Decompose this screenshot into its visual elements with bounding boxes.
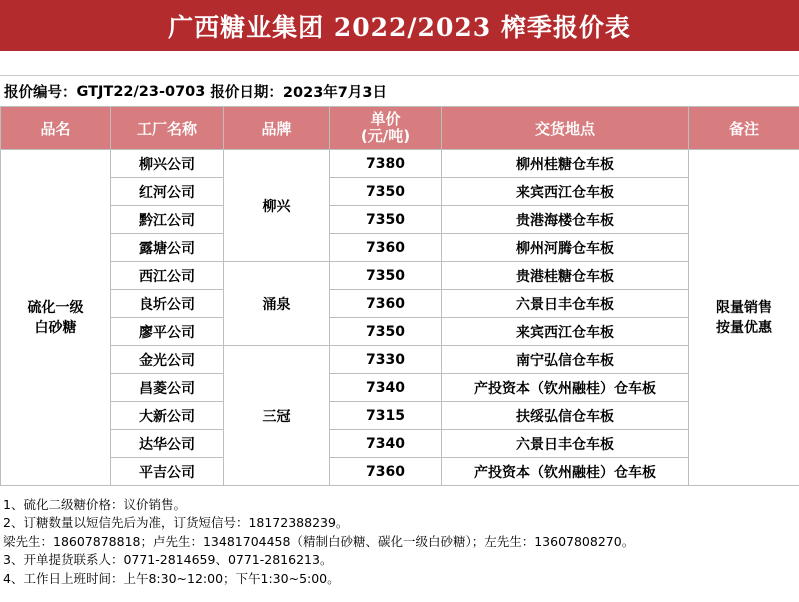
- quote-meta: [0, 77, 799, 106]
- table-row: [1, 374, 799, 402]
- price-cell: 7340: [330, 430, 442, 458]
- col-header-brand: 品牌: [224, 107, 330, 150]
- brand-cell: 三冠: [224, 346, 330, 486]
- price-cell: 7330: [330, 346, 442, 374]
- col-header-delivery: 交货地点: [442, 107, 689, 150]
- product-line2: 白砂糖: [34, 319, 77, 336]
- factory-cell: 达华公司: [111, 430, 224, 458]
- note-line: 梁先生：18607878818；卢先生：13481704458（精制白砂糖、碳化一级白砂糖）；左先生：13607808270。: [3, 533, 635, 549]
- price-cell: 7350: [330, 206, 442, 234]
- product-line1: 硫化一级: [27, 299, 84, 316]
- blank-row: [0, 51, 799, 76]
- price-cell: 7350: [330, 178, 442, 206]
- delivery-cell: 六景日丰仓车板: [442, 290, 689, 318]
- col-header-remark: 备注: [689, 107, 799, 150]
- table-row: [1, 234, 799, 262]
- quote-date: 2023年7月3日: [282, 85, 387, 101]
- factory-cell: 柳兴公司: [111, 150, 224, 178]
- delivery-cell: 来宾西江仓车板: [442, 318, 689, 346]
- delivery-cell: 产投资本（钦州融桂）仓车板: [442, 374, 689, 402]
- quote-no-label: 报价编号：: [4, 85, 77, 101]
- price-table: [0, 106, 799, 486]
- notes-section: [0, 496, 799, 602]
- sheet-title: 广西糖业集团 2022/2023 榨季报价表: [0, 0, 799, 51]
- table-row: [1, 206, 799, 234]
- factory-cell: 露塘公司: [111, 234, 224, 262]
- table-row: [1, 262, 799, 290]
- delivery-cell: 来宾西江仓车板: [442, 178, 689, 206]
- price-cell: 7340: [330, 374, 442, 402]
- remark-line2: 按量优惠: [716, 319, 772, 336]
- col-header-factory: 工厂名称: [111, 107, 224, 150]
- price-cell: 7360: [330, 458, 442, 486]
- col-header-price-line1: 单价: [370, 110, 401, 128]
- table-row: [1, 458, 799, 486]
- note-line: 1、硫化二级糖价格：议价销售。: [3, 497, 186, 512]
- col-header-price-line2: (元/吨): [360, 127, 411, 145]
- brand-cell: 涌泉: [224, 262, 330, 346]
- factory-cell: 黔江公司: [111, 206, 224, 234]
- price-cell: 7350: [330, 318, 442, 346]
- table-header-row: [1, 107, 799, 150]
- quote-no: GTJT22/23-0703: [76, 83, 206, 100]
- price-cell: 7360: [330, 290, 442, 318]
- factory-cell: 红河公司: [111, 178, 224, 206]
- brand-cell: 柳兴: [224, 150, 330, 262]
- factory-cell: 金光公司: [111, 346, 224, 374]
- delivery-cell: 南宁弘信仓车板: [442, 346, 689, 374]
- table-row: [1, 150, 799, 178]
- note-line: 3、开单提货联系人：0771-2814659、0771-2816213。: [3, 552, 333, 568]
- table-row: [1, 430, 799, 458]
- price-cell: 7315: [330, 402, 442, 430]
- delivery-cell: 柳州河腾仓车板: [442, 234, 689, 262]
- delivery-cell: 贵港桂糖仓车板: [442, 262, 689, 290]
- delivery-cell: 扶绥弘信仓车板: [442, 402, 689, 430]
- table-row: [1, 402, 799, 430]
- remark-cell: [689, 150, 799, 486]
- table-row: [1, 318, 799, 346]
- delivery-cell: 贵港海楼仓车板: [442, 206, 689, 234]
- remark-line1: 限量销售: [716, 299, 772, 316]
- price-cell: 7380: [330, 150, 442, 178]
- factory-cell: 良圻公司: [111, 290, 224, 318]
- delivery-cell: 柳州桂糖仓车板: [442, 150, 689, 178]
- factory-cell: 廖平公司: [111, 318, 224, 346]
- price-cell: 7360: [330, 234, 442, 262]
- col-header-product: 品名: [1, 107, 111, 150]
- table-row: [1, 290, 799, 318]
- factory-cell: 大新公司: [111, 402, 224, 430]
- quote-date-label: 报价日期：: [210, 85, 283, 101]
- factory-cell: 昌菱公司: [111, 374, 224, 402]
- note-line: 2、订糖数量以短信先后为准，订货短信号：18172388239。: [3, 515, 349, 531]
- price-cell: 7350: [330, 262, 442, 290]
- delivery-cell: 产投资本（钦州融桂）仓车板: [442, 458, 689, 486]
- factory-cell: 平吉公司: [111, 458, 224, 486]
- col-header-price: [330, 107, 442, 150]
- note-line: 4、工作日上班时间：上午8:30~12:00；下午1:30~5:00。: [3, 570, 340, 586]
- delivery-cell: 六景日丰仓车板: [442, 430, 689, 458]
- table-row: [1, 346, 799, 374]
- product-cell: [1, 150, 111, 486]
- table-row: [1, 178, 799, 206]
- factory-cell: 西江公司: [111, 262, 224, 290]
